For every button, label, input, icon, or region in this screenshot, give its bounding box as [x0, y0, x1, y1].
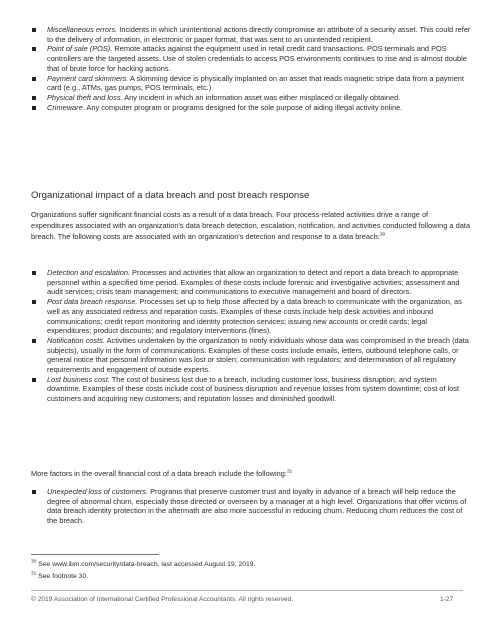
intro-text: Organizations suffer significant financial costs as a result of a data breach. Four process-related activities drive a range of expenditures associated with an organization's data breach detection, escalation, notification, and activities conducted following a data breach. The following costs are associated with an organization's detection and response to a data breach: — [31, 210, 470, 241]
bullet-icon — [32, 300, 36, 304]
item-text: Processes set up to help those affected by a data breach to communicate with the organization, as well as any associated redress and reparation costs. Examples of these costs include help desk activities and inbound communications; credit report monitoring and identity protection services; issuing new accounts or credit cards; legal expenditures; product discounts; and regulatory interventions (fines). — [47, 297, 462, 336]
footnote-31 — [31, 573, 88, 581]
footnote-text: See www.ibm.com/security/data-breach, last accessed August 19, 2019. — [38, 561, 256, 568]
bullet-icon — [32, 106, 36, 110]
more-factors-list — [31, 487, 494, 526]
bullet-icon — [32, 77, 36, 81]
item-term: Crimeware. — [47, 102, 85, 112]
intro-paragraph — [31, 209, 471, 242]
item-text: Activities undertaken by the organization to notify individuals whose data was compromised in the breach (data subjects), usually in the form of communications. Examples of these costs include emails, letters, outbound telephone calls, or general notice that personal information was lost or stolen; communication with regulators; and determination of all regulatory requirements and engagement of outside experts. — [47, 335, 469, 375]
item-text: The cost of business lost due to a breach, including customer loss, business disruption, and system downtime. Examples of these costs include cost of business disruption and revenue losses from system downtime; cost of lost customers and acquiring new customers; and reputation losses and diminished goodwill. — [47, 374, 460, 404]
item-term: Post data breach response. — [47, 297, 138, 307]
list-item — [31, 74, 494, 93]
footnote-ref[interactable]: 31 — [286, 469, 293, 475]
threat-pattern-list — [31, 25, 494, 112]
item-text: Any computer program or programs designed for the sole purpose of aiding illegal activity online. — [84, 102, 403, 112]
list-item — [31, 268, 494, 297]
item-text: Remote attacks against the equipment used in retail credit card transactions. POS terminals and POS controllers are the targeted assets. Use of stolen credentials to access POS environments continues to rise and is almost double that of brute force for hacking actions. — [47, 44, 467, 73]
footer-divider — [31, 590, 463, 591]
more-factors-paragraph — [31, 468, 471, 479]
section-heading: Organizational impact of a data breach and post breach response — [31, 190, 310, 201]
footnote-number: 31 — [31, 571, 37, 577]
list-item — [31, 25, 494, 44]
item-term: Payment card skimmers. — [47, 73, 129, 83]
item-text: Processes and activities that allow an organization to detect and report a data breach to appropriate personnel within a specified time period. Examples of these costs include forensic and investigative activities; assessment and audit services; crisis team management; and communications to executive management and board of directors. — [47, 268, 460, 297]
list-item — [31, 297, 494, 336]
list-item — [31, 336, 494, 375]
more-text: More factors in the overall financial cost of a data breach include the following: — [31, 469, 287, 478]
item-term: Lost business cost. — [47, 374, 110, 384]
list-item — [31, 44, 494, 73]
item-text: A skimming device is physically implanted on an asset that reads magnetic stripe data from a payment card (e.g., ATMs, gas pumps, POS terminals, etc.) — [47, 73, 464, 93]
item-text: Programs that preserve customer trust and loyalty in advance of a breach will help reduce the degree of abnormal churn, especially those directed or overseen by a manager at a high level. Organizations that offer victims of data breach identity protection in the aftermath are also more successful in reducing churn. Reducing churn reduces the cost of the breach. — [47, 487, 467, 526]
bullet-icon — [32, 271, 36, 275]
bullet-icon — [32, 339, 36, 343]
item-text: Any incident in which an information asset was either misplaced or illegally obtained. — [122, 92, 401, 102]
copyright-notice: © 2019 Association of International Certified Professional Accountants. All rights reserved. — [31, 596, 294, 603]
footnote-30 — [31, 561, 255, 569]
item-term: Physical theft and loss. — [47, 92, 123, 102]
list-item — [31, 375, 494, 404]
item-term: Miscellaneous errors. — [47, 25, 118, 34]
list-item — [31, 103, 494, 113]
item-term: Unexpected loss of customers. — [47, 487, 149, 496]
footnote-divider — [31, 554, 159, 555]
bullet-icon — [32, 96, 36, 100]
footnote-ref[interactable]: 30 — [379, 232, 386, 238]
breach-cost-list — [31, 268, 494, 404]
footnote-text: See footnote 30. — [38, 573, 89, 580]
item-term: Point of sale (POS). — [47, 44, 113, 54]
item-term: Detection and escalation. — [47, 268, 130, 277]
bullet-icon — [32, 490, 36, 494]
bullet-icon — [32, 28, 36, 32]
list-item — [31, 93, 494, 103]
bullet-icon — [32, 378, 36, 382]
page-number: 1-27 — [440, 596, 454, 603]
item-text: Incidents in which unintentional actions directly compromise an attribute of a security asset. This could refer to the delivery of information, in electronic or paper format, that was sent to an unintended recipient. — [47, 25, 471, 44]
bullet-icon — [32, 47, 36, 51]
footnote-number: 30 — [31, 559, 37, 565]
list-item — [31, 487, 494, 526]
item-term: Notification costs. — [47, 335, 105, 345]
